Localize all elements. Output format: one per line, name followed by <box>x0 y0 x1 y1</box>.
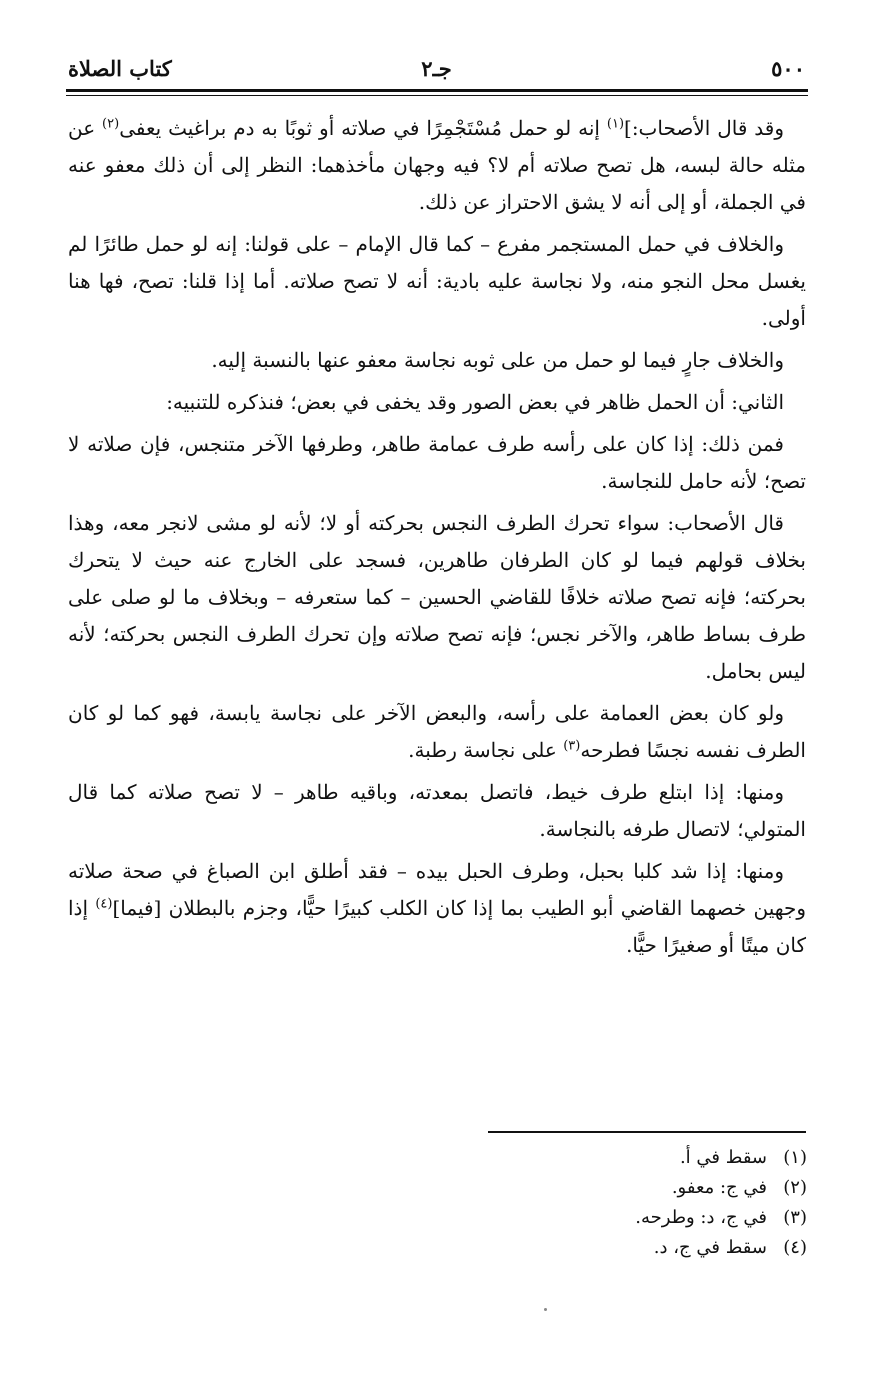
paragraph-text: إذا كان ميتًا أو صغيرًا حيًّا. <box>68 896 806 957</box>
footnote-text: في ج: معفو. <box>671 1177 767 1198</box>
footnote <box>407 1173 807 1203</box>
paragraph <box>68 774 806 848</box>
footnote-number: (٣) <box>783 1207 807 1228</box>
footnote <box>407 1143 807 1173</box>
running-header <box>66 52 807 86</box>
paragraph-text: قال الأصحاب: سواء تحرك الطرف النجس بحركته أو لا؛ لأنه لو مشى لانجر معه، وهذا بخلاف قولهم فيما لو كان الطرفان طاهرين، فسجد على الخارج عنه حيث لا يتحرك بحركته؛ فإنه تصح صلاته خلافًا للقاضي الحسين – كما ستعرفه – وبخلاف ما لو صلى على طرف بساط طاهر، والآخر نجس؛ فإنه تصح صلاته وإن تحرك الطرف النجس بحركته؛ لأنه ليس بحامل. <box>68 511 807 683</box>
header-rule-thick <box>66 89 808 92</box>
footnote-separator <box>488 1131 806 1133</box>
main-text <box>68 110 806 969</box>
paragraph <box>68 853 806 964</box>
paragraph-text: على نجاسة رطبة. <box>408 738 564 762</box>
footnotes <box>407 1143 807 1263</box>
paragraph <box>68 110 806 221</box>
footnote <box>407 1203 807 1233</box>
paragraph <box>68 426 806 500</box>
footnote-text: سقط في أ. <box>679 1147 767 1168</box>
footnote-text: في ج، د: وطرحه. <box>635 1207 767 1228</box>
paragraph-text: ومنها: إذا شد كلبا بحبل، وطرف الحبل بيده – فقد أطلق ابن الصباغ في صحة صلاته وجهين خصهما القاضي أبو الطيب بما إذا كان الكلب كبيرًا حيًّا، وجزم بالبطلان [فيما] <box>68 859 806 920</box>
paragraph-text: فمن ذلك: إذا كان على رأسه طرف عمامة طاهر، وطرفها الآخر متنجس، فإن صلاته لا تصح؛ لأنه حامل للنجاسة. <box>68 432 806 493</box>
footnote-reference: (١) <box>606 116 625 132</box>
paragraph <box>68 226 806 337</box>
volume-label: جـ٢ <box>421 56 452 81</box>
footnote-number: (١) <box>783 1147 807 1168</box>
paragraph-text: الثاني: أن الحمل ظاهر في بعض الصور وقد يخفى في بعض؛ فنذكره للتنبيه: <box>166 390 784 414</box>
paragraph <box>68 384 806 421</box>
footnote-number: (٤) <box>783 1237 807 1258</box>
scan-speck <box>544 1308 547 1311</box>
paragraph <box>68 342 806 379</box>
paragraph-text: والخلاف في حمل المستجمر مفرع – كما قال الإمام – على قولنا: إنه لو حمل طائرًا لم يغسل محل النجو منه، ولا نجاسة عليه بادية: أنه لا تصح صلاته. أما إذا قلنا: تصح، فها هنا أولى. <box>68 232 806 330</box>
footnote-text: سقط في ج، د. <box>653 1237 767 1258</box>
paragraph-text: عن مثله حالة لبسه، هل تصح صلاته أم لا؟ فيه وجهان مأخذهما: النظر إلى أن ذلك معفو عنه في الجملة، أو إلى أنه لا يشق الاحتراز عن ذلك. <box>68 116 806 214</box>
page-number: ٥٠٠ <box>771 56 805 81</box>
paragraph-text: وقد قال الأصحاب:] <box>624 116 785 140</box>
footnote-reference: (٤) <box>95 896 113 912</box>
paragraph-text: والخلاف جارٍ فيما لو حمل من على ثوبه نجاسة معفو عنها بالنسبة إليه. <box>211 348 784 372</box>
paragraph <box>68 505 806 690</box>
header-rule-thin <box>66 95 808 96</box>
footnote-reference: (٣) <box>563 738 581 754</box>
book-title: كتاب الصلاة <box>68 56 172 81</box>
footnote-reference: (٢) <box>102 116 120 132</box>
paragraph <box>68 695 806 769</box>
paragraph-text: ومنها: إذا ابتلع طرف خيط، فاتصل بمعدته، وباقيه طاهر – لا تصح صلاته كما قال المتولي؛ لاتصال طرفه بالنجاسة. <box>68 780 806 841</box>
footnote-number: (٢) <box>783 1177 807 1198</box>
footnote <box>407 1233 807 1263</box>
paragraph-text: إنه لو حمل مُسْتَجْمِرًا في صلاته أو ثوبًا به دم براغيث يعفى <box>119 116 607 140</box>
paragraph-text: ولو كان بعض العمامة على رأسه، والبعض الآخر على نجاسة يابسة، فهو كما لو كان الطرف نفسه نجسًا فطرحه <box>68 701 806 762</box>
